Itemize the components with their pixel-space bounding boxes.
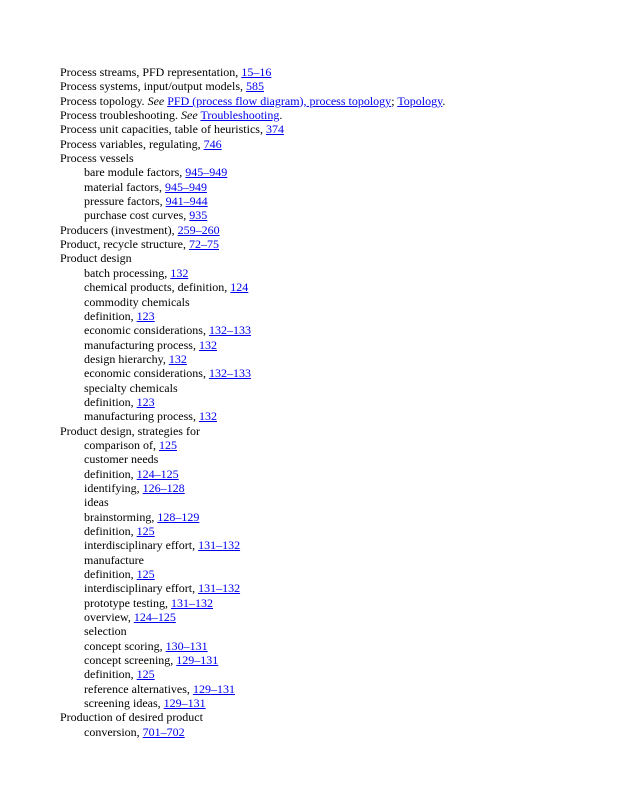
index-subentry — [60, 266, 620, 280]
entry-text: specialty chemicals — [84, 380, 178, 395]
index-subentry — [60, 524, 620, 538]
page-reference-link[interactable]: 132 — [170, 265, 189, 280]
index-subentry — [60, 309, 620, 323]
entry-text: Product design — [60, 251, 132, 266]
index-entry — [60, 237, 620, 251]
page-reference-link[interactable]: 15–16 — [241, 65, 272, 79]
page-reference-link[interactable]: Troubleshooting — [200, 108, 280, 123]
index-entry — [60, 710, 620, 724]
page-reference-link[interactable]: 129–131 — [163, 696, 206, 711]
index-subentry — [60, 581, 620, 595]
index-subentry — [60, 280, 620, 294]
index-entry — [60, 151, 620, 165]
index-subentry — [60, 567, 620, 581]
page-reference-link[interactable]: 125 — [136, 567, 155, 582]
entry-text: definition, — [84, 567, 137, 582]
index-subentry — [60, 366, 620, 380]
page-reference-link[interactable]: 129–131 — [192, 681, 235, 696]
entry-text: concept scoring, — [84, 638, 166, 653]
entry-text: prototype testing, — [84, 595, 171, 610]
entry-text: customer needs — [84, 452, 159, 467]
entry-text: Process vessels — [60, 151, 134, 166]
index-entry — [60, 108, 620, 122]
page-reference-link[interactable]: 701–702 — [142, 724, 185, 739]
entry-text: . — [442, 93, 446, 108]
entry-text: economic considerations, — [84, 366, 209, 381]
page-reference-link[interactable]: 945–949 — [185, 165, 228, 180]
index-subentry — [60, 653, 620, 667]
entry-text: interdisciplinary effort, — [84, 581, 199, 596]
entry-text: ; — [391, 93, 398, 108]
entry-text: chemical products, definition, — [84, 280, 231, 295]
index-subentry — [60, 639, 620, 653]
page-reference-link[interactable]: 935 — [189, 208, 208, 223]
page-reference-link[interactable]: Topology — [397, 93, 443, 108]
entry-text: screening ideas, — [84, 696, 164, 711]
index-subentry — [60, 696, 620, 710]
index-entry — [60, 223, 620, 237]
index-subentry — [60, 180, 620, 194]
entry-text: pressure factors, — [84, 194, 166, 209]
index-entry — [60, 251, 620, 265]
index-entry — [60, 122, 620, 136]
page-reference-link[interactable]: 124–125 — [136, 466, 179, 481]
page-reference-link[interactable]: 941–944 — [165, 194, 208, 209]
index-subentry — [60, 725, 620, 739]
page-reference-link[interactable]: 131–132 — [198, 581, 241, 596]
entry-text: overview, — [84, 610, 134, 625]
entry-text: batch processing, — [84, 265, 171, 280]
entry-text: definition, — [84, 466, 137, 481]
entry-text: material factors, — [84, 179, 165, 194]
entry-text: Product, recycle structure, — [60, 237, 189, 252]
index-subentry — [60, 452, 620, 466]
index-subentry — [60, 510, 620, 524]
page-reference-link[interactable]: 124–125 — [133, 610, 176, 625]
index-subentry — [60, 323, 620, 337]
entry-text: reference alternatives, — [84, 681, 193, 696]
page-reference-link[interactable]: 128–129 — [157, 509, 200, 524]
index-subentry — [60, 409, 620, 423]
index-subentry — [60, 553, 620, 567]
see-reference-label: See — [147, 93, 165, 108]
index-subentry — [60, 667, 620, 681]
entry-text: manufacture — [84, 552, 144, 567]
entry-text: manufacturing process, — [84, 409, 199, 424]
index-entry — [60, 137, 620, 151]
index-entry — [60, 79, 620, 93]
entry-text: definition, — [84, 667, 137, 682]
entry-text: Product design, strategies for — [60, 423, 200, 438]
entry-text: definition, — [84, 308, 137, 323]
index-subentry — [60, 610, 620, 624]
page-reference-link[interactable]: 259–260 — [177, 222, 220, 237]
entry-text: brainstorming, — [84, 509, 158, 524]
entry-text: Producers (investment), — [60, 222, 178, 237]
page-reference-link[interactable]: 126–128 — [142, 480, 185, 495]
entry-text: conversion, — [84, 724, 143, 739]
page-reference-link[interactable]: 131–132 — [171, 595, 213, 610]
page-reference-link[interactable]: 374 — [265, 122, 284, 137]
entry-text: Process streams, PFD representation, — [60, 65, 242, 79]
index-subentry — [60, 438, 620, 452]
entry-text: manufacturing process, — [84, 337, 199, 352]
entry-text: bare module factors, — [84, 165, 186, 180]
index-entry — [60, 65, 620, 79]
entry-text: interdisciplinary effort, — [84, 538, 199, 553]
page-reference-link[interactable]: 945–949 — [164, 179, 207, 194]
index-subentry — [60, 481, 620, 495]
index-subentry — [60, 495, 620, 509]
entry-text: . — [279, 108, 283, 123]
entry-text: definition, — [84, 524, 137, 538]
index-entry — [60, 94, 620, 108]
page-reference-link[interactable]: PFD (process flow diagram), process topology — [167, 93, 392, 108]
entry-text: Production of desired product — [60, 710, 203, 725]
index-subentry — [60, 381, 620, 395]
page-reference-link[interactable]: 132 — [198, 409, 217, 424]
entry-text: design hierarchy, — [84, 351, 169, 366]
entry-text: Process unit capacities, table of heuristics, — [60, 122, 266, 137]
entry-text: economic considerations, — [84, 323, 209, 338]
index-subentry — [60, 338, 620, 352]
index-subentry — [60, 596, 620, 610]
page-reference-link[interactable]: 123 — [136, 308, 155, 323]
entry-text: selection — [84, 624, 127, 639]
see-reference-label: See — [181, 108, 198, 123]
entry-text: Process troubleshooting. — [60, 108, 181, 123]
page-reference-link[interactable]: 131–132 — [198, 538, 241, 553]
page-reference-link[interactable]: 125 — [158, 437, 177, 452]
index-subentry — [60, 624, 620, 638]
page-reference-link[interactable]: 72–75 — [188, 237, 219, 252]
entry-text: Process systems, input/output models, — [60, 79, 246, 94]
page-reference-link[interactable]: 123 — [136, 394, 155, 409]
page-reference-link[interactable]: 132 — [168, 351, 187, 366]
index-page — [60, 65, 620, 739]
index-subentry — [60, 295, 620, 309]
index-subentry — [60, 194, 620, 208]
entry-text: commodity chemicals — [84, 294, 190, 309]
page-reference-link[interactable]: 132–133 — [208, 323, 251, 338]
page-reference-link[interactable]: 132 — [198, 337, 217, 352]
entry-text: purchase cost curves, — [84, 208, 190, 223]
page-reference-link[interactable]: 132–133 — [208, 366, 251, 381]
page-reference-link[interactable]: 124 — [230, 280, 249, 295]
index-subentry — [60, 395, 620, 409]
page-reference-link[interactable]: 746 — [203, 136, 222, 151]
index-entry — [60, 424, 620, 438]
entry-text: ideas — [84, 495, 109, 510]
page-reference-link[interactable]: 125 — [136, 667, 155, 682]
index-subentry — [60, 467, 620, 481]
entry-text: identifying, — [84, 480, 143, 495]
entry-text: Process variables, regulating, — [60, 136, 204, 151]
page-reference-link[interactable]: 125 — [136, 524, 155, 538]
entry-text: concept screening, — [84, 653, 177, 668]
index-subentry — [60, 682, 620, 696]
entry-text: comparison of, — [84, 437, 159, 452]
index-subentry — [60, 352, 620, 366]
page-reference-link[interactable]: 130–131 — [165, 638, 208, 653]
page-reference-link[interactable]: 129–131 — [176, 653, 219, 668]
index-subentry — [60, 538, 620, 552]
index-subentry — [60, 165, 620, 179]
entry-text: definition, — [84, 394, 137, 409]
index-subentry — [60, 208, 620, 222]
entry-text: Process topology. — [60, 93, 148, 108]
page-reference-link[interactable]: 585 — [246, 79, 264, 94]
